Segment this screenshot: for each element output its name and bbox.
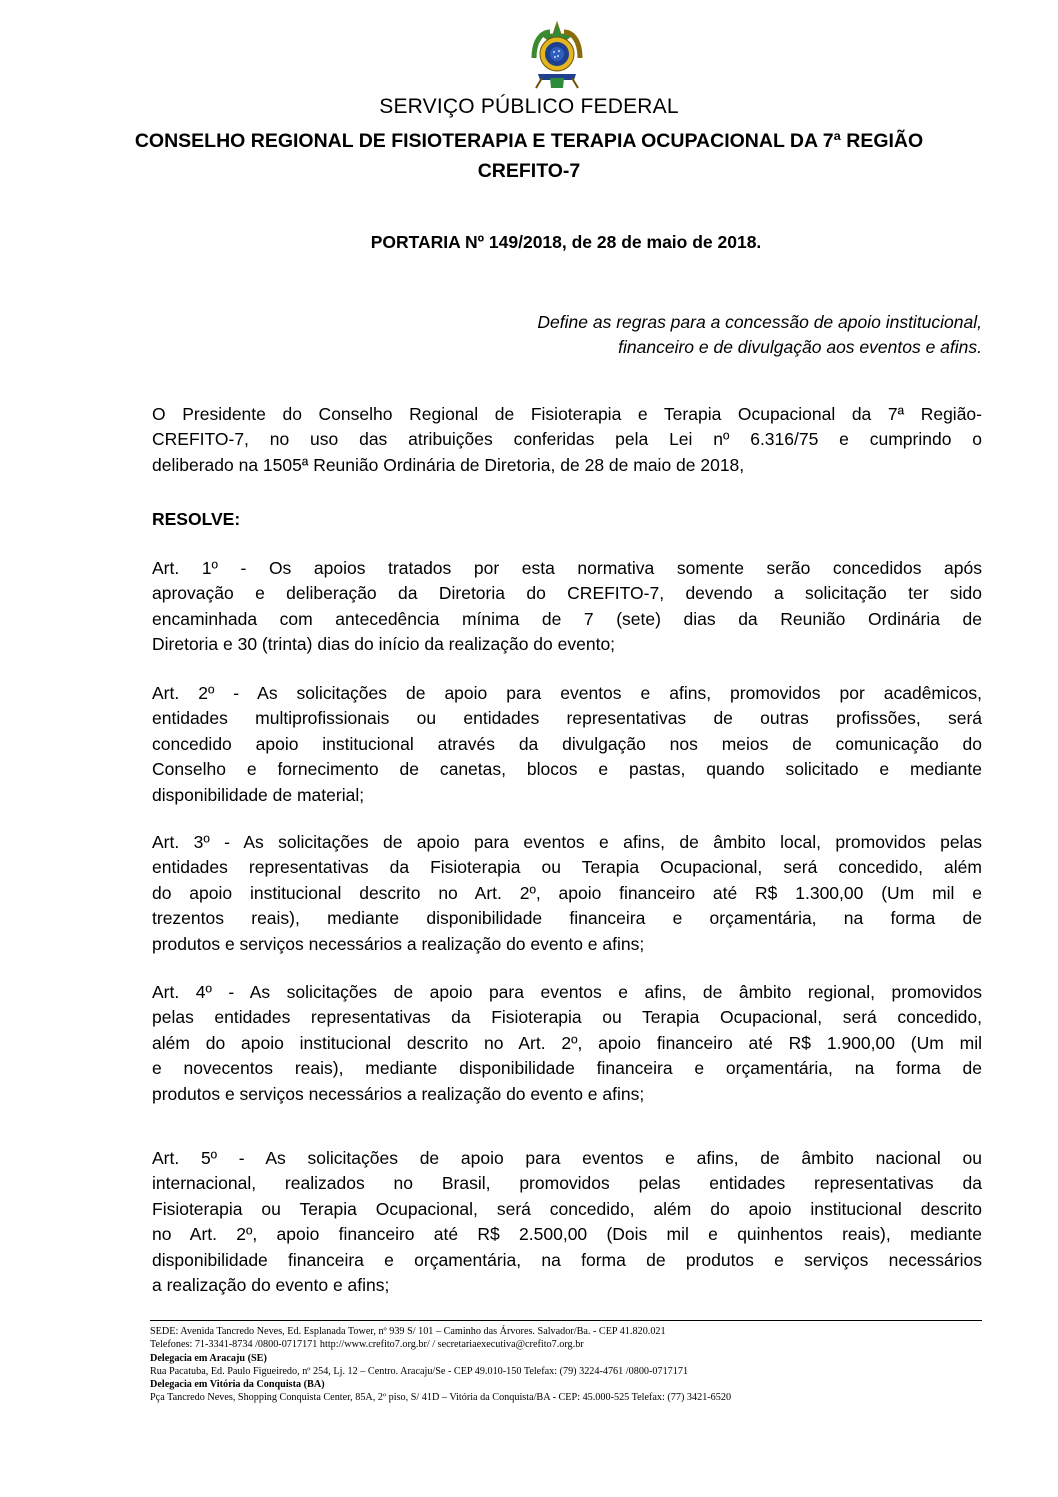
paragraph-line: disponibilidade financeira e orçamentária, na forma de produtos e serviços necessários xyxy=(152,1249,982,1270)
paragraph-line: CREFITO-7, no uso das atribuições conferidas pela Lei nº 6.316/75 e cumprindo o xyxy=(152,429,982,450)
paragraph-line: Art. 2º - As solicitações de apoio para eventos e afins, promovidos por acadêmicos, xyxy=(152,683,982,703)
paragraph-line: Art. 1º - Os apoios tratados por esta normativa somente serão concedidos após xyxy=(152,558,982,578)
paragraph-line: O Presidente do Conselho Regional de Fisioterapia e Terapia Ocupacional da 7ª Região- xyxy=(152,404,982,424)
paragraph-line: no Art. 2º, apoio financeiro até R$ 2.500,00 (Dois mil e quinhentos reais), mediante xyxy=(152,1224,982,1245)
service-heading: SERVIÇO PÚBLICO FEDERAL xyxy=(379,95,679,118)
council-heading: CONSELHO REGIONAL DE FISIOTERAPIA E TERAPIA OCUPACIONAL DA 7ª REGIÃO xyxy=(134,130,924,152)
preamble-paragraph xyxy=(152,402,982,478)
footer-line: Delegacia em Aracaju (SE) xyxy=(150,1352,267,1364)
paragraph-line: internacional, realizados no Brasil, promovidos pelas entidades representativas da xyxy=(152,1173,982,1194)
paragraph-line: concedido apoio institucional através da divulgação nos meios de comunicação do xyxy=(152,733,982,754)
paragraph-line: entidades representativas da Fisioterapia ou Terapia Ocupacional, será concedido, além xyxy=(152,857,982,878)
brazil-coat-of-arms-icon xyxy=(528,20,586,90)
paragraph-line: aprovação e deliberação da Diretoria do CREFITO-7, devendo a solicitação ter sido xyxy=(152,583,982,604)
article-2 xyxy=(152,681,982,808)
ordinance-title: PORTARIA Nº 149/2018, de 28 de maio de 2018. xyxy=(370,232,762,252)
footer-line: Pça Tancredo Neves, Shopping Conquista Center, 85A, 2º piso, S/ 41D – Vitória da Conquista/BA - CEP: 45.000-525 Telefax: (77) 3421-6520 xyxy=(150,1392,732,1404)
paragraph-line: e novecentos reais), mediante disponibilidade financeira e orçamentária, na forma de xyxy=(152,1058,982,1079)
footer-line: SEDE: Avenida Tancredo Neves, Ed. Esplanada Tower, nº 939 S/ 101 – Caminho das Árvores. Salvador/Ba. - CEP 41.820.021 xyxy=(150,1326,666,1337)
paragraph-line: encaminhada com antecedência mínima de 7 (sete) dias da Reunião Ordinária de xyxy=(152,608,982,629)
paragraph-line: trezentos reais), mediante disponibilidade financeira e orçamentária, na forma de xyxy=(152,908,982,929)
article-3 xyxy=(152,830,982,957)
paragraph-line: disponibilidade de material; xyxy=(152,784,365,805)
paragraph-line: a realização do evento e afins; xyxy=(152,1274,390,1295)
paragraph-line: produtos e serviços necessários a realização do evento e afins; xyxy=(152,933,645,954)
article-5 xyxy=(152,1146,982,1298)
paragraph-line: Art. 4º - As solicitações de apoio para eventos e afins, de âmbito regional, promovidos xyxy=(152,982,982,1002)
resolve-heading: RESOLVE: xyxy=(152,509,241,529)
article-4 xyxy=(152,980,982,1107)
footer-line: Rua Pacatuba, Ed. Paulo Figueiredo, nº 254, Lj. 12 – Centro. Aracaju/Se - CEP 49.010-150 Telefax: (79) 3224-4761 /0800-0717171 xyxy=(150,1365,689,1377)
ordinance-summary xyxy=(342,310,982,360)
paragraph-line: entidades multiprofissionais ou entidades representativas de outras profissões, será xyxy=(152,708,982,729)
paragraph-line: pelas entidades representativas da Fisioterapia ou Terapia Ocupacional, será concedido, xyxy=(152,1007,982,1028)
paragraph-line: produtos e serviços necessários a realização do evento e afins; xyxy=(152,1083,645,1104)
paragraph-line: Diretoria e 30 (trinta) dias do início da realização do evento; xyxy=(152,634,616,655)
paragraph-line: Art. 5º - As solicitações de apoio para eventos e afins, de âmbito nacional ou xyxy=(152,1148,982,1168)
summary-line: Define as regras para a concessão de apoio institucional, xyxy=(537,312,982,332)
paragraph-line: Fisioterapia ou Terapia Ocupacional, será concedido, além do apoio institucional descrito xyxy=(152,1198,982,1219)
footer-divider xyxy=(150,1320,982,1321)
paragraph-line: Conselho e fornecimento de canetas, blocos e pastas, quando solicitado e mediante xyxy=(152,759,982,780)
council-acronym: CREFITO-7 xyxy=(477,160,581,182)
article-1 xyxy=(152,556,982,658)
paragraph-line: além do apoio institucional descrito no Art. 2º, apoio financeiro até R$ 1.900,00 (Um mil xyxy=(152,1032,982,1053)
paragraph-line: do apoio institucional descrito no Art. 2º, apoio financeiro até R$ 1.300,00 (Um mil e xyxy=(152,882,982,903)
paragraph-line: deliberado na 1505ª Reunião Ordinária de Diretoria, de 28 de maio de 2018, xyxy=(152,454,745,475)
footer-addresses xyxy=(150,1325,982,1405)
paragraph-line: Art. 3º - As solicitações de apoio para eventos e afins, de âmbito local, promovidos pelas xyxy=(152,832,982,852)
footer-line: Delegacia em Vitória da Conquista (BA) xyxy=(150,1379,325,1391)
footer-line: Telefones: 71-3341-8734 /0800-0717171 http://www.crefito7.org.br/ / secretariaexecutiva@crefito7.org.br xyxy=(150,1339,584,1351)
summary-line: financeiro e de divulgação aos eventos e afins. xyxy=(618,337,982,357)
